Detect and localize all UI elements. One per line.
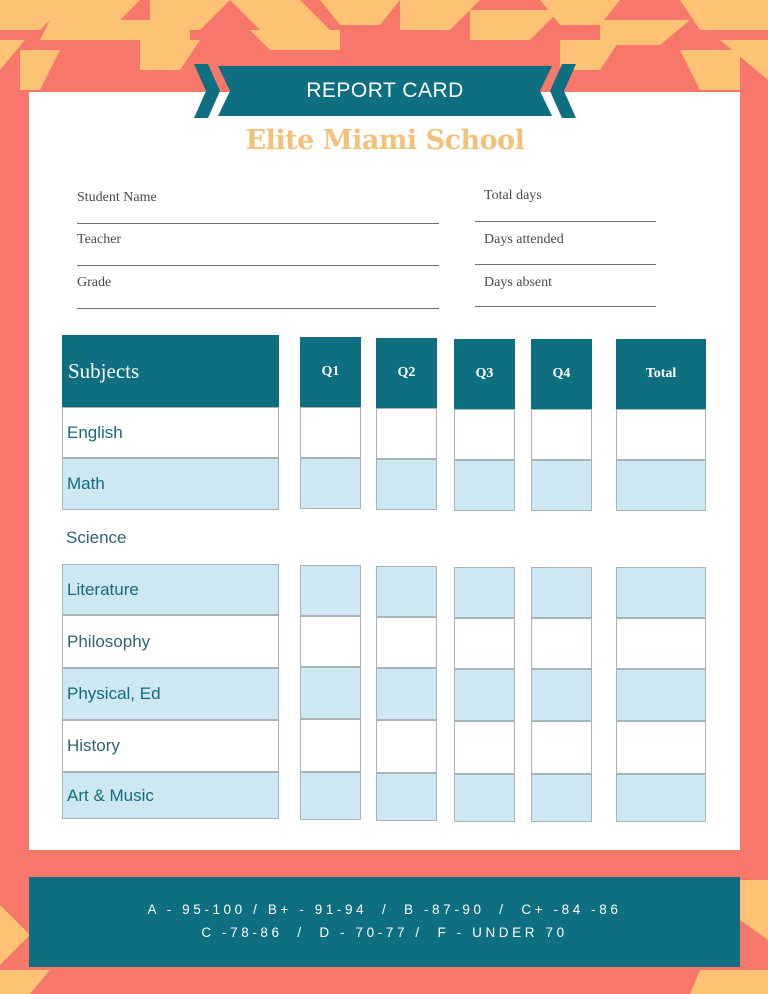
days-attended-line[interactable]	[475, 264, 656, 265]
q3-header: Q3	[454, 339, 515, 409]
english-total-cell[interactable]	[616, 409, 706, 460]
history-q3-cell[interactable]	[454, 721, 515, 774]
subject-physical-ed: Physical, Ed	[62, 668, 279, 720]
english-q4-cell[interactable]	[531, 409, 592, 460]
days-absent-line[interactable]	[475, 306, 656, 307]
school-name: Elite Miami School	[245, 125, 525, 156]
math-q4-cell[interactable]	[531, 460, 592, 511]
math-q2-cell[interactable]	[376, 459, 437, 510]
literature-q2-cell[interactable]	[376, 566, 437, 617]
subject-literature: Literature	[62, 564, 279, 615]
literature-total-cell[interactable]	[616, 567, 706, 618]
history-total-cell[interactable]	[616, 721, 706, 774]
total-days-line[interactable]	[475, 221, 656, 222]
physical-ed-q1-cell[interactable]	[300, 667, 361, 719]
teacher-label: Teacher	[77, 232, 122, 247]
subject-history: History	[62, 720, 279, 772]
philosophy-total-cell[interactable]	[616, 618, 706, 669]
art-music-total-cell[interactable]	[616, 774, 706, 822]
philosophy-q3-cell[interactable]	[454, 618, 515, 669]
q4-header: Q4	[531, 339, 592, 409]
english-q3-cell[interactable]	[454, 409, 515, 460]
q1-header: Q1	[300, 337, 361, 407]
art-music-q1-cell[interactable]	[300, 772, 361, 820]
total-days-label: Total days	[484, 188, 542, 203]
philosophy-q4-cell[interactable]	[531, 618, 592, 669]
grade-label: Grade	[77, 275, 112, 290]
subject-science: Science	[66, 528, 127, 547]
subject-math: Math	[62, 458, 279, 510]
student-name-label: Student Name	[77, 190, 157, 205]
history-q4-cell[interactable]	[531, 721, 592, 774]
math-q3-cell[interactable]	[454, 460, 515, 511]
grading-scale-panel	[29, 877, 740, 967]
art-music-q4-cell[interactable]	[531, 774, 592, 822]
days-absent-label: Days absent	[484, 275, 553, 290]
philosophy-q2-cell[interactable]	[376, 617, 437, 668]
literature-q4-cell[interactable]	[531, 567, 592, 618]
report-card-title: REPORT CARD	[306, 79, 464, 102]
subject-philosophy: Philosophy	[62, 615, 279, 668]
math-total-cell[interactable]	[616, 460, 706, 511]
philosophy-q1-cell[interactable]	[300, 616, 361, 667]
subject-english: English	[62, 407, 279, 458]
art-music-q2-cell[interactable]	[376, 773, 437, 821]
total-header: Total	[616, 339, 706, 409]
physical-ed-total-cell[interactable]	[616, 669, 706, 721]
physical-ed-q4-cell[interactable]	[531, 669, 592, 721]
physical-ed-q3-cell[interactable]	[454, 669, 515, 721]
literature-q1-cell[interactable]	[300, 565, 361, 616]
grading-scale-line-2: C -78-86 / D - 70-77 / F - UNDER 70	[201, 925, 568, 940]
english-q1-cell[interactable]	[300, 407, 361, 458]
q2-header: Q2	[376, 338, 437, 408]
english-q2-cell[interactable]	[376, 408, 437, 459]
art-music-q3-cell[interactable]	[454, 774, 515, 822]
literature-q3-cell[interactable]	[454, 567, 515, 618]
grading-scale-line-1: A - 95-100 / B+ - 91-94 / B -87-90 / C+ -84 -86	[147, 902, 622, 917]
subject-art-music: Art & Music	[62, 772, 279, 819]
history-q2-cell[interactable]	[376, 720, 437, 773]
grade-line[interactable]	[77, 308, 439, 309]
days-attended-label: Days attended	[484, 232, 564, 247]
physical-ed-q2-cell[interactable]	[376, 668, 437, 720]
subjects-header: Subjects	[62, 335, 279, 407]
math-q1-cell[interactable]	[300, 458, 361, 509]
student-name-line[interactable]	[77, 223, 439, 224]
history-q1-cell[interactable]	[300, 719, 361, 772]
teacher-line[interactable]	[77, 265, 439, 266]
